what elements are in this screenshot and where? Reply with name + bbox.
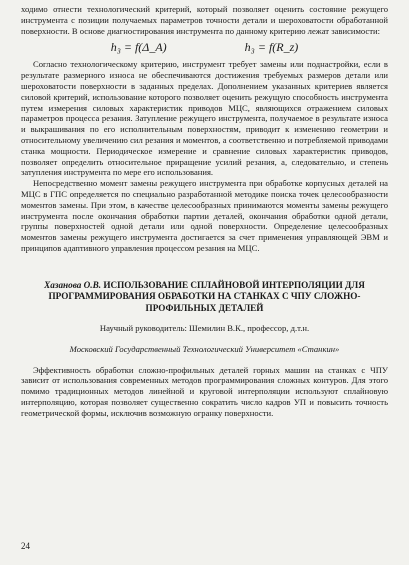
article-author: Хазанова О.В.: [44, 279, 102, 290]
article-heading: [21, 280, 388, 314]
page-number: 24: [21, 541, 30, 551]
article-supervisor: Научный руководитель: Шемилин В.К., профессор, д.т.н.: [99, 322, 310, 333]
paragraph-tech-criterion: Согласно технологическому критерию, инструмент требует замены или поднастройки, если в результате размерного износа не обеспечиваются достижения требуемых размеров детали или шероховатости поверхности в заданных пределах. Дополнением указанных критериев является силовой критерий, использование которого позволяет оценить режущую способность инструмента путем измерения силовых характеристик приводов МЦС, являющихся отражением силовых параметров процесса резания. Затупление режущего инструмента, получаемое в результате износа и выкрашивания по его исполнительным поверхностям, приводит к изменению геометрии и относительному увеличению сил резания и моментов, а соответственно и потребляемой приводами станка мощности. Периодическое измерение и сравнение силовых характеристик приводов, позволяет определить относительное приращение усилий резания, а, следовательно, и степень затупления инструмента по мере его использования.: [21, 59, 388, 178]
intro-paragraph: ходимо отнести технологический критерий, который позволяет оценить состояние режущего инструмента с позиции получаемых параметров точности детали и шероховатости обработанной поверхности. В основе диагностирования инструмента по данному критерию лежат зависимости:: [21, 4, 388, 36]
formula-wear-accuracy: h₃ = f(Δ_A): [110, 40, 167, 55]
article-body: Эффективность обработки сложно-профильных деталей горных машин на станках с ЧПУ зависит от использования современных методов программирования сложных контуров. Для этого помимо традиционных методов линейной и круговой интерполяции используют сплайновую интерполяцию, которая позволяет существенно сократить число кадров УП и повысить точность геометрической формы, исключив возможную огранку поверхности.: [21, 364, 388, 418]
paragraph-replacement-moment: Непосредственно момент замены режущего инструмента при обработке корпусных деталей на МЦС в ГПС определяется по специально разработанной методике поиска точек целесообразности моментов замены. При этом, в качестве целесообразных принимаются моменты замены режущего инструмента после окончания обработки партии деталей, окончания обработки одной детали, группы поверхностей одной детали или одной поверхности. Определение целесообразных моментов замены режущего инструмента достигается за счет применения управляющей ЭВМ и принципов адаптивного управления процессом резания на МЦС.: [21, 178, 388, 253]
formula-block: [21, 39, 388, 55]
article-title: ИСПОЛЬЗОВАНИЕ СПЛАЙНОВОЙ ИНТЕРПОЛЯЦИИ ДЛЯ ПРОГРАММИРОВАНИЯ ОБРАБОТКИ НА СТАНКАХ С ЧПУ СЛОЖНО-ПРОФИЛЬНЫХ ДЕТАЛЕЙ: [48, 279, 365, 313]
formula-wear-roughness: h₃ = f(R_z): [244, 40, 299, 55]
article-affiliation: Московский Государственный Технологический Университет «Станкин»: [69, 343, 340, 354]
